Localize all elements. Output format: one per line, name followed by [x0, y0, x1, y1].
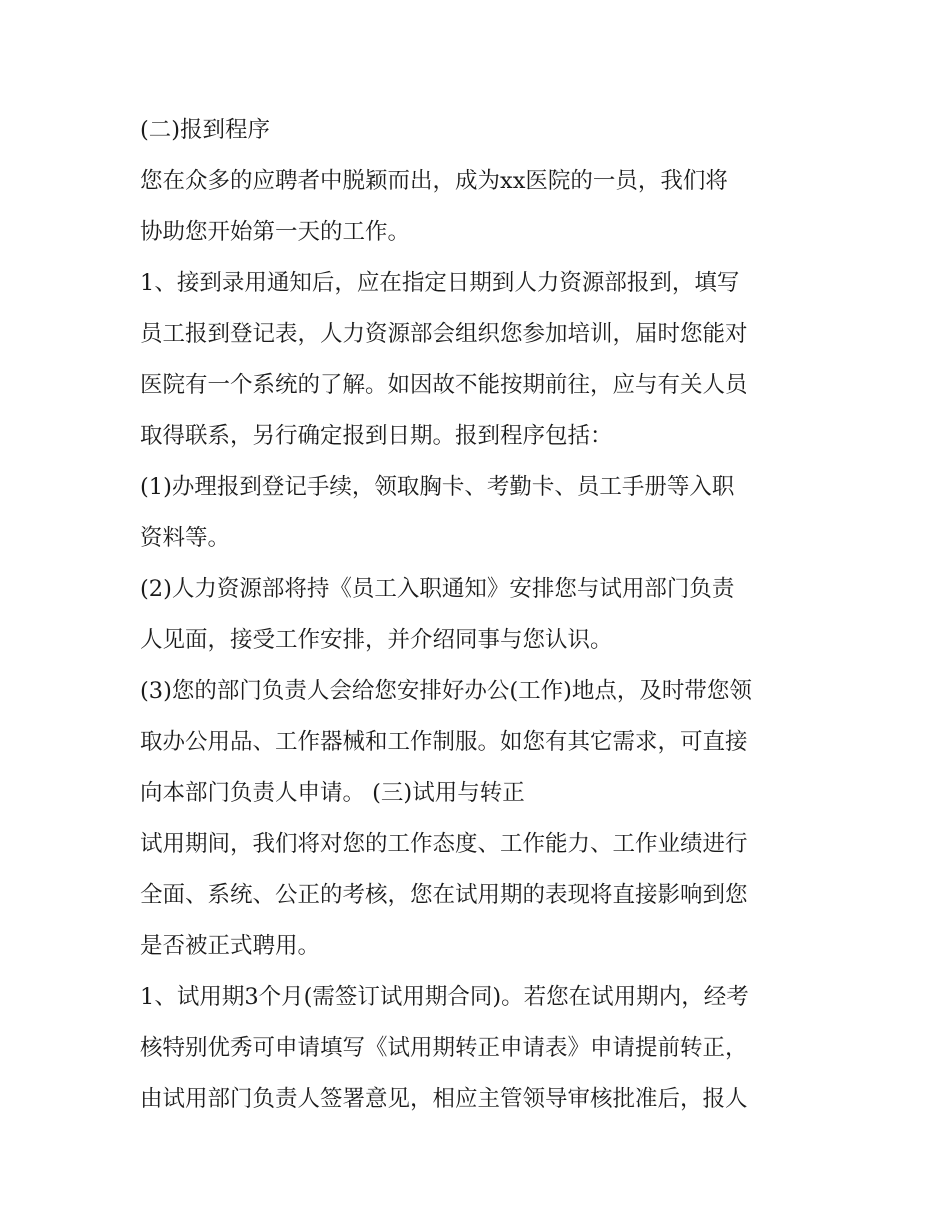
text-line: 人见面，接受工作安排，并介绍同事与您认识。	[140, 627, 613, 653]
text-line: 试用期间，我们将对您的工作态度、工作能力、工作业绩进行	[140, 831, 748, 857]
text-line: 取得联系，另行确定报到日期。报到程序包括：	[140, 423, 613, 449]
text-line: 协助您开始第一天的工作。	[140, 219, 411, 245]
document-body	[140, 108, 820, 1128]
text-line: 取办公用品、工作器械和工作制服。如您有其它需求，可直接	[140, 729, 748, 755]
text-line: 向本部门负责人申请。 (三)试用与转正	[140, 780, 525, 806]
text-line: 由试用部门负责人签署意见，相应主管领导审核批准后，报人	[140, 1086, 748, 1112]
text-line: 医院有一个系统的了解。如因故不能按期前往，应与有关人员	[140, 372, 748, 398]
text-line: 1、接到录用通知后，应在指定日期到人力资源部报到，填写	[140, 270, 740, 296]
text-line: (2)人力资源部将持《员工入职通知》安排您与试用部门负责	[140, 576, 735, 602]
text-line: 全面、系统、公正的考核，您在试用期的表现将直接影响到您	[140, 882, 748, 908]
text-line: 员工报到登记表，人力资源部会组织您参加培训，届时您能对	[140, 321, 748, 347]
text-line: 是否被正式聘用。	[140, 933, 321, 959]
text-line: 资料等。	[140, 525, 231, 551]
text-line: 您在众多的应聘者中脱颖而出，成为xx医院的一员，我们将	[140, 168, 728, 194]
text-line: 1、试用期3个月(需签订试用期合同)。若您在试用期内，经考	[140, 984, 749, 1010]
text-line: (1)办理报到登记手续，领取胸卡、考勤卡、员工手册等入职	[140, 474, 735, 500]
text-line: 核特别优秀可申请填写《试用期转正申请表》申请提前转正，	[140, 1035, 748, 1061]
section-heading: (二)报到程序	[140, 117, 271, 143]
text-line: (3)您的部门负责人会给您安排好办公(工作)地点，及时带您领	[140, 678, 752, 704]
